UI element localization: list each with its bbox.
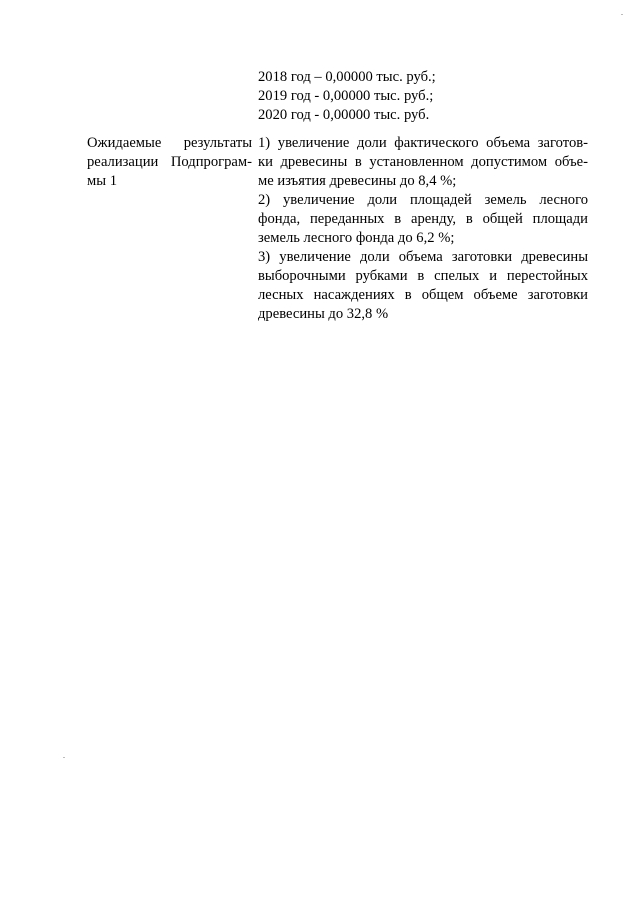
label-line: мы 1 (87, 173, 117, 189)
result-2-line: фонда, переданных в аренду, в общей площади (258, 211, 588, 227)
expected-results-label (87, 134, 252, 191)
result-2-line: 2) увеличение доли площадей земель лесного (258, 192, 588, 208)
result-3-line: древесины до 32,8 % (258, 306, 389, 322)
result-1-line: 1) увеличение доли фактического объема заготов- (258, 135, 588, 151)
funding-line-2019: 2019 год - 0,00000 тыс. руб.; (258, 88, 434, 104)
funding-line-2018: 2018 год – 0,00000 тыс. руб.; (258, 69, 436, 85)
expected-results-text (258, 134, 588, 324)
label-line: Ожидаемые результаты (87, 135, 252, 151)
funding-line-2020: 2020 год - 0,00000 тыс. руб. (258, 107, 430, 123)
result-1-line: ки древесины в установленном допустимом объе- (258, 154, 588, 170)
funding-by-year (258, 68, 588, 125)
scan-speck (63, 757, 65, 758)
result-3-line: лесных насаждениях в общем объеме заготовки (258, 287, 588, 303)
result-2-line: земель лесного фонда до 6,2 %; (258, 230, 455, 246)
result-1-line: ме изъятия древесины до 8,4 %; (258, 173, 457, 189)
scan-speck (621, 14, 623, 15)
label-line: реализации Подпрограм- (87, 154, 252, 170)
result-3-line: выборочными рубками в спелых и перестойных (258, 268, 588, 284)
result-3-line: 3) увеличение доли объема заготовки древесины (258, 249, 588, 265)
